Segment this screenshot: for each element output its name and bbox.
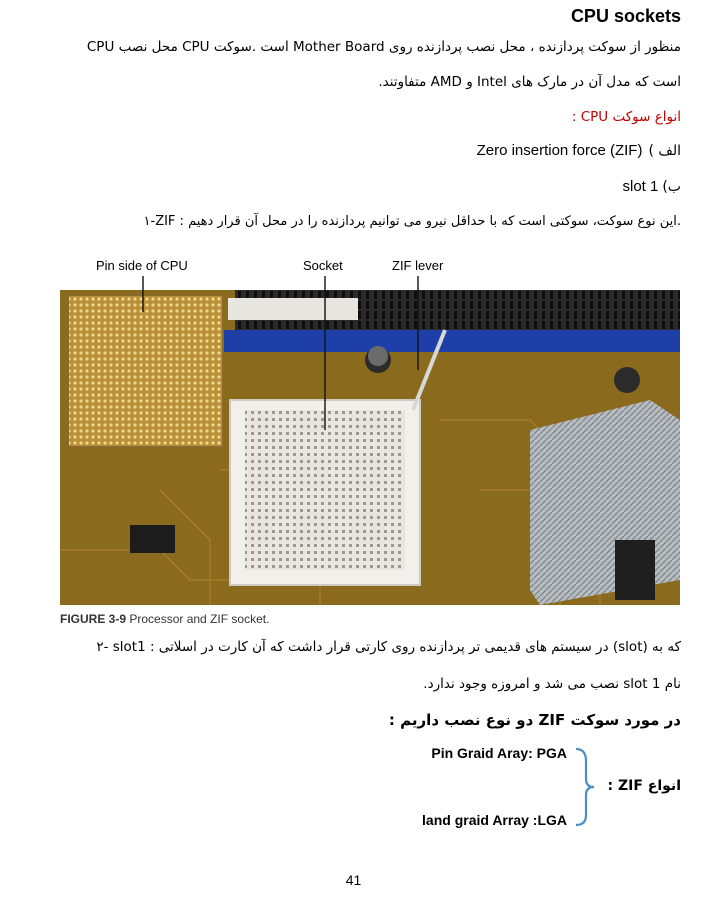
lga-item: land graid Array :LGA <box>422 812 567 828</box>
figure-caption-number: FIGURE 3-9 <box>60 612 127 626</box>
type-a-text: Zero insertion force (ZIF) <box>476 142 643 159</box>
type-a-label: الف ) <box>648 143 681 159</box>
figure-caption-text: Processor and ZIF socket. <box>129 612 270 626</box>
zif-install-types-heading: در مورد سوکت ZIF دو نوع نصب داریم : <box>388 711 681 729</box>
pga-item: Pin Graid Aray: PGA <box>431 745 567 761</box>
intro-line-2: است که مدل آن در مارک های Intel و AMD متفاوتند. <box>378 74 681 90</box>
label-pin-side: Pin side of CPU <box>96 258 188 273</box>
intro-line-1: منظور از سوکت پردازنده ، محل نصب پردازنده روی Mother Board است .سوکت CPU محل نصب CPU <box>86 39 681 55</box>
slot1-line-1: ۲- slot1 : در سیستم های قدیمی تر پردازنده روی کارتی قرار داشت که آن کارت در اسلاتی (slot) که به <box>96 639 681 655</box>
label-socket: Socket <box>303 258 343 273</box>
zif-description: ۱-ZIF : این نوع سوکت، سوکتی است که با حداقل نیرو می توانیم پردازنده را در محل آن قرار دهیم. <box>143 214 681 229</box>
figure-caption <box>60 612 269 626</box>
slot1-line-2: نام slot 1 نصب می شد و امروزه وجود ندارد. <box>423 676 681 692</box>
brace-icon <box>570 745 600 830</box>
socket-types-heading: انواع سوکت CPU : <box>571 109 681 125</box>
type-b-label: ب) <box>662 179 681 195</box>
page-number: 41 <box>345 872 362 888</box>
label-zif-lever: ZIF lever <box>392 258 444 273</box>
type-b-text: slot 1 <box>622 178 659 195</box>
page-title: CPU sockets <box>570 6 681 26</box>
zif-types-label: انواع ZIF : <box>607 778 681 794</box>
